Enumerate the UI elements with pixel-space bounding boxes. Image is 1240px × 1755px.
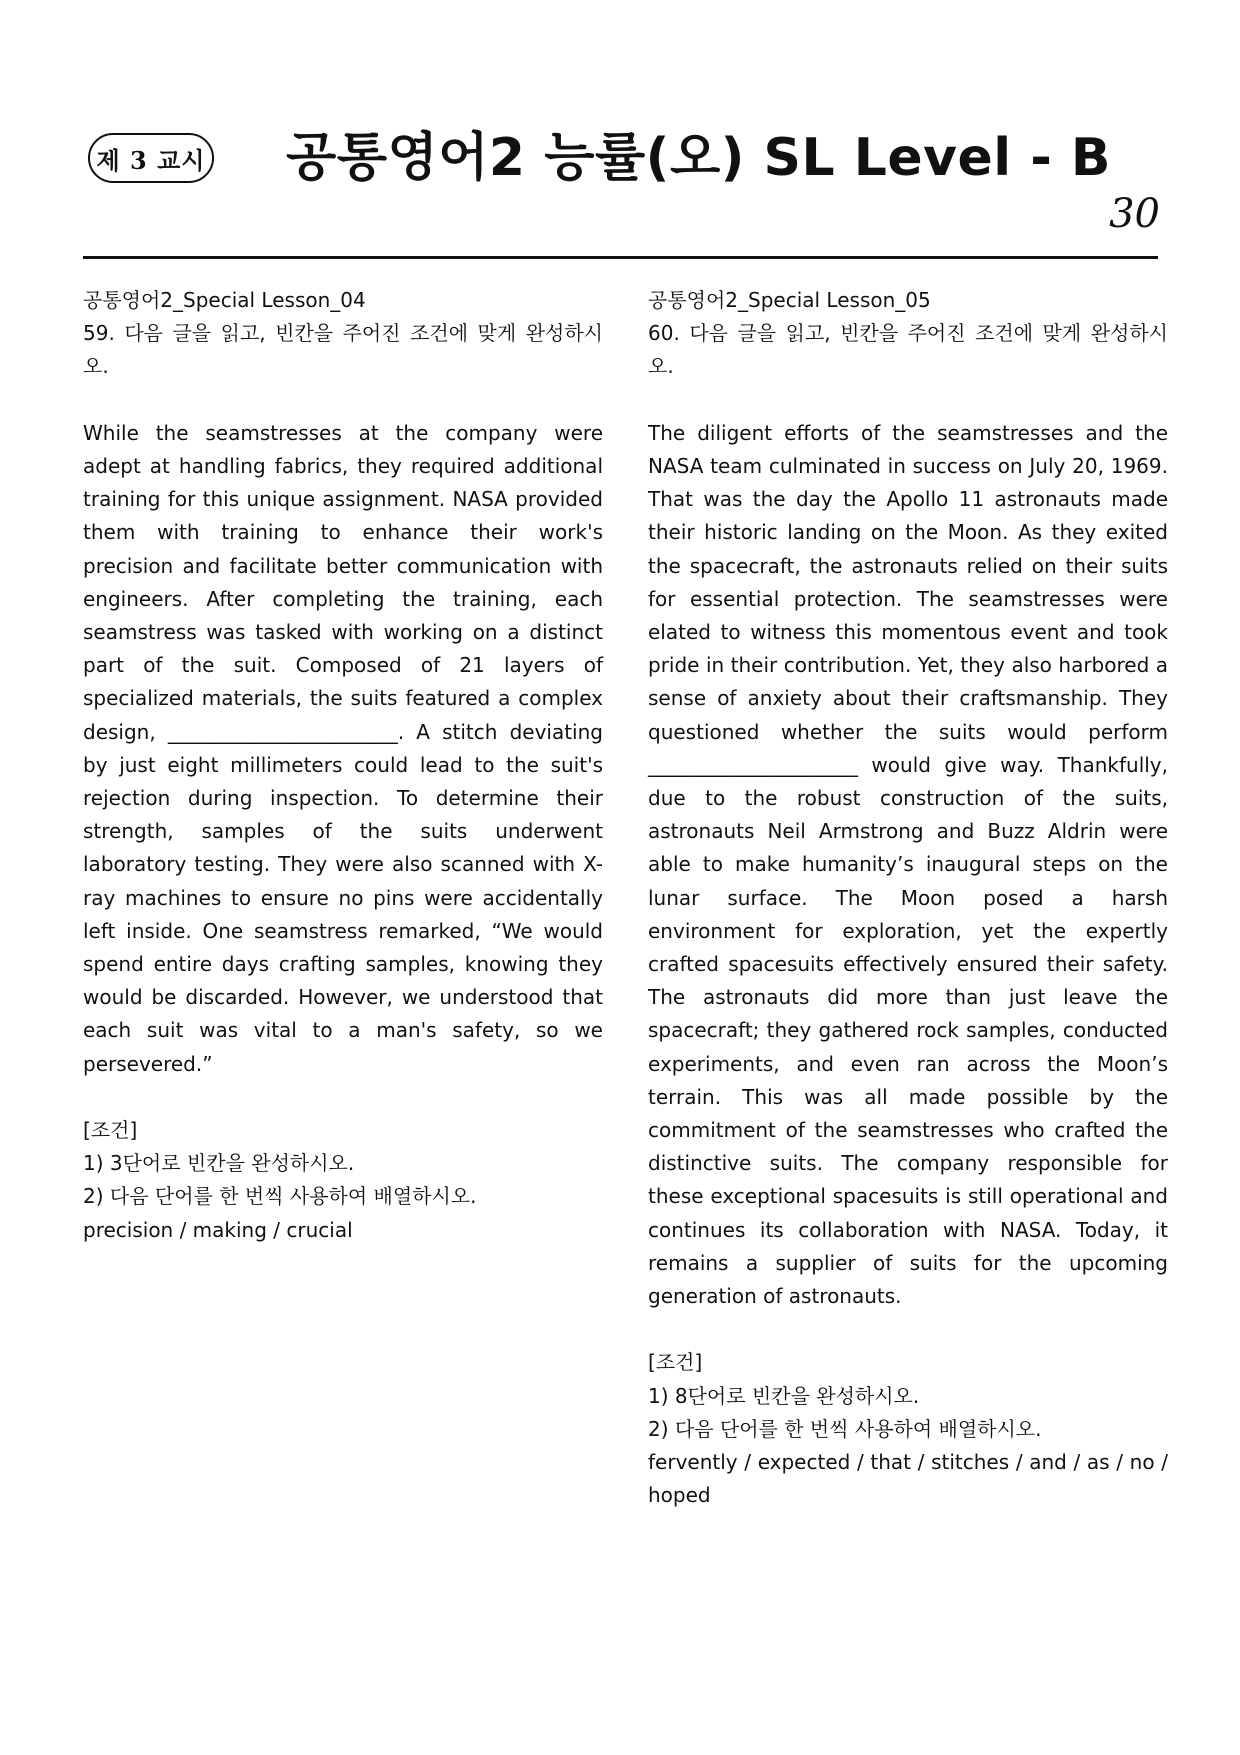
- reading-passage: The diligent efforts of the seamstresses and the NASA team culminated in success on July 20, 1969. That was the day the Apollo 11 astronauts made their historic landing on the Moon. As they exited the spacecraft, the astronauts relied on their suits for essential protection. The seamstresses were elated to witness this momentous event and took pride in their contribution. Yet, they also harbored a sense of anxiety about their craftsmanship. They questioned whether the suits would perform _____________________ would give way. Thankfully, due to the robust construction of the suits, astronauts Neil Armstrong and Buzz Aldrin were able to make humanity’s inaugural steps on the lunar surface. The Moon posed a harsh environment for exploration, yet the expertly crafted spacesuits effectively ensured their safety. The astronauts did more than just leave the spacecraft; they gathered rock samples, conducted experiments, and even ran across the Moon’s terrain. This was all made possible by the commitment of the seamstresses who crafted the distinctive suits. The company responsible for these exceptional spacesuits is still operational and continues its collaboration with NASA. Today, it remains a supplier of suits for the upcoming generation of astronauts.: [648, 420, 1168, 1309]
- conditions-label: [조건]: [648, 1350, 703, 1375]
- condition-1: 1) 3단어로 빈칸을 완성하시오.: [83, 1151, 355, 1176]
- condition-2: 2) 다음 단어를 한 번씩 사용하여 배열하시오.: [648, 1416, 1042, 1441]
- lesson-label: 공통영어2_Special Lesson_05: [648, 288, 931, 312]
- condition-1: 1) 8단어로 빈칸을 완성하시오.: [648, 1383, 920, 1408]
- page-title: 공통영어2 능률(오) SL Level - B: [286, 128, 1112, 188]
- page-number: 30: [1109, 191, 1160, 237]
- question-59: [83, 284, 603, 1247]
- word-bank: precision / making / crucial: [83, 1217, 353, 1242]
- header-divider: [83, 256, 1158, 259]
- reading-passage: While the seamstresses at the company were adept at handling fabrics, they required additional training for this unique assignment. NASA provided them with training to enhance their work's precision and facilitate better communication with engineers. After completing the training, each seamstress was tasked with working on a distinct part of the suit. Composed of 21 layers of specialized materials, the suits featured a complex design, _______________________. A stitch deviating by just eight millimeters could lead to the suit's rejection during inspection. To determine their strength, samples of the suits underwent laboratory testing. They were also scanned with X-ray machines to ensure no pins were accidentally left inside. One seamstress remarked, “We would spend entire days crafting samples, knowing they would be discarded. However, we understood that each suit was vital to a man's safety, so we persevered.”: [83, 420, 603, 1076]
- question-prompt: 59. 다음 글을 읽고, 빈칸을 주어진 조건에 맞게 완성하시오.: [83, 321, 603, 379]
- conditions-label: [조건]: [83, 1118, 138, 1143]
- question-prompt: 60. 다음 글을 읽고, 빈칸을 주어진 조건에 맞게 완성하시오.: [648, 321, 1168, 379]
- condition-2: 2) 다음 단어를 한 번씩 사용하여 배열하시오.: [83, 1184, 477, 1209]
- session-badge: 제 3 교시: [88, 133, 214, 183]
- lesson-label: 공통영어2_Special Lesson_04: [83, 288, 366, 312]
- word-bank: fervently / expected / that / stitches / and / as / no / hoped: [648, 1450, 1168, 1508]
- question-60: [648, 284, 1168, 1512]
